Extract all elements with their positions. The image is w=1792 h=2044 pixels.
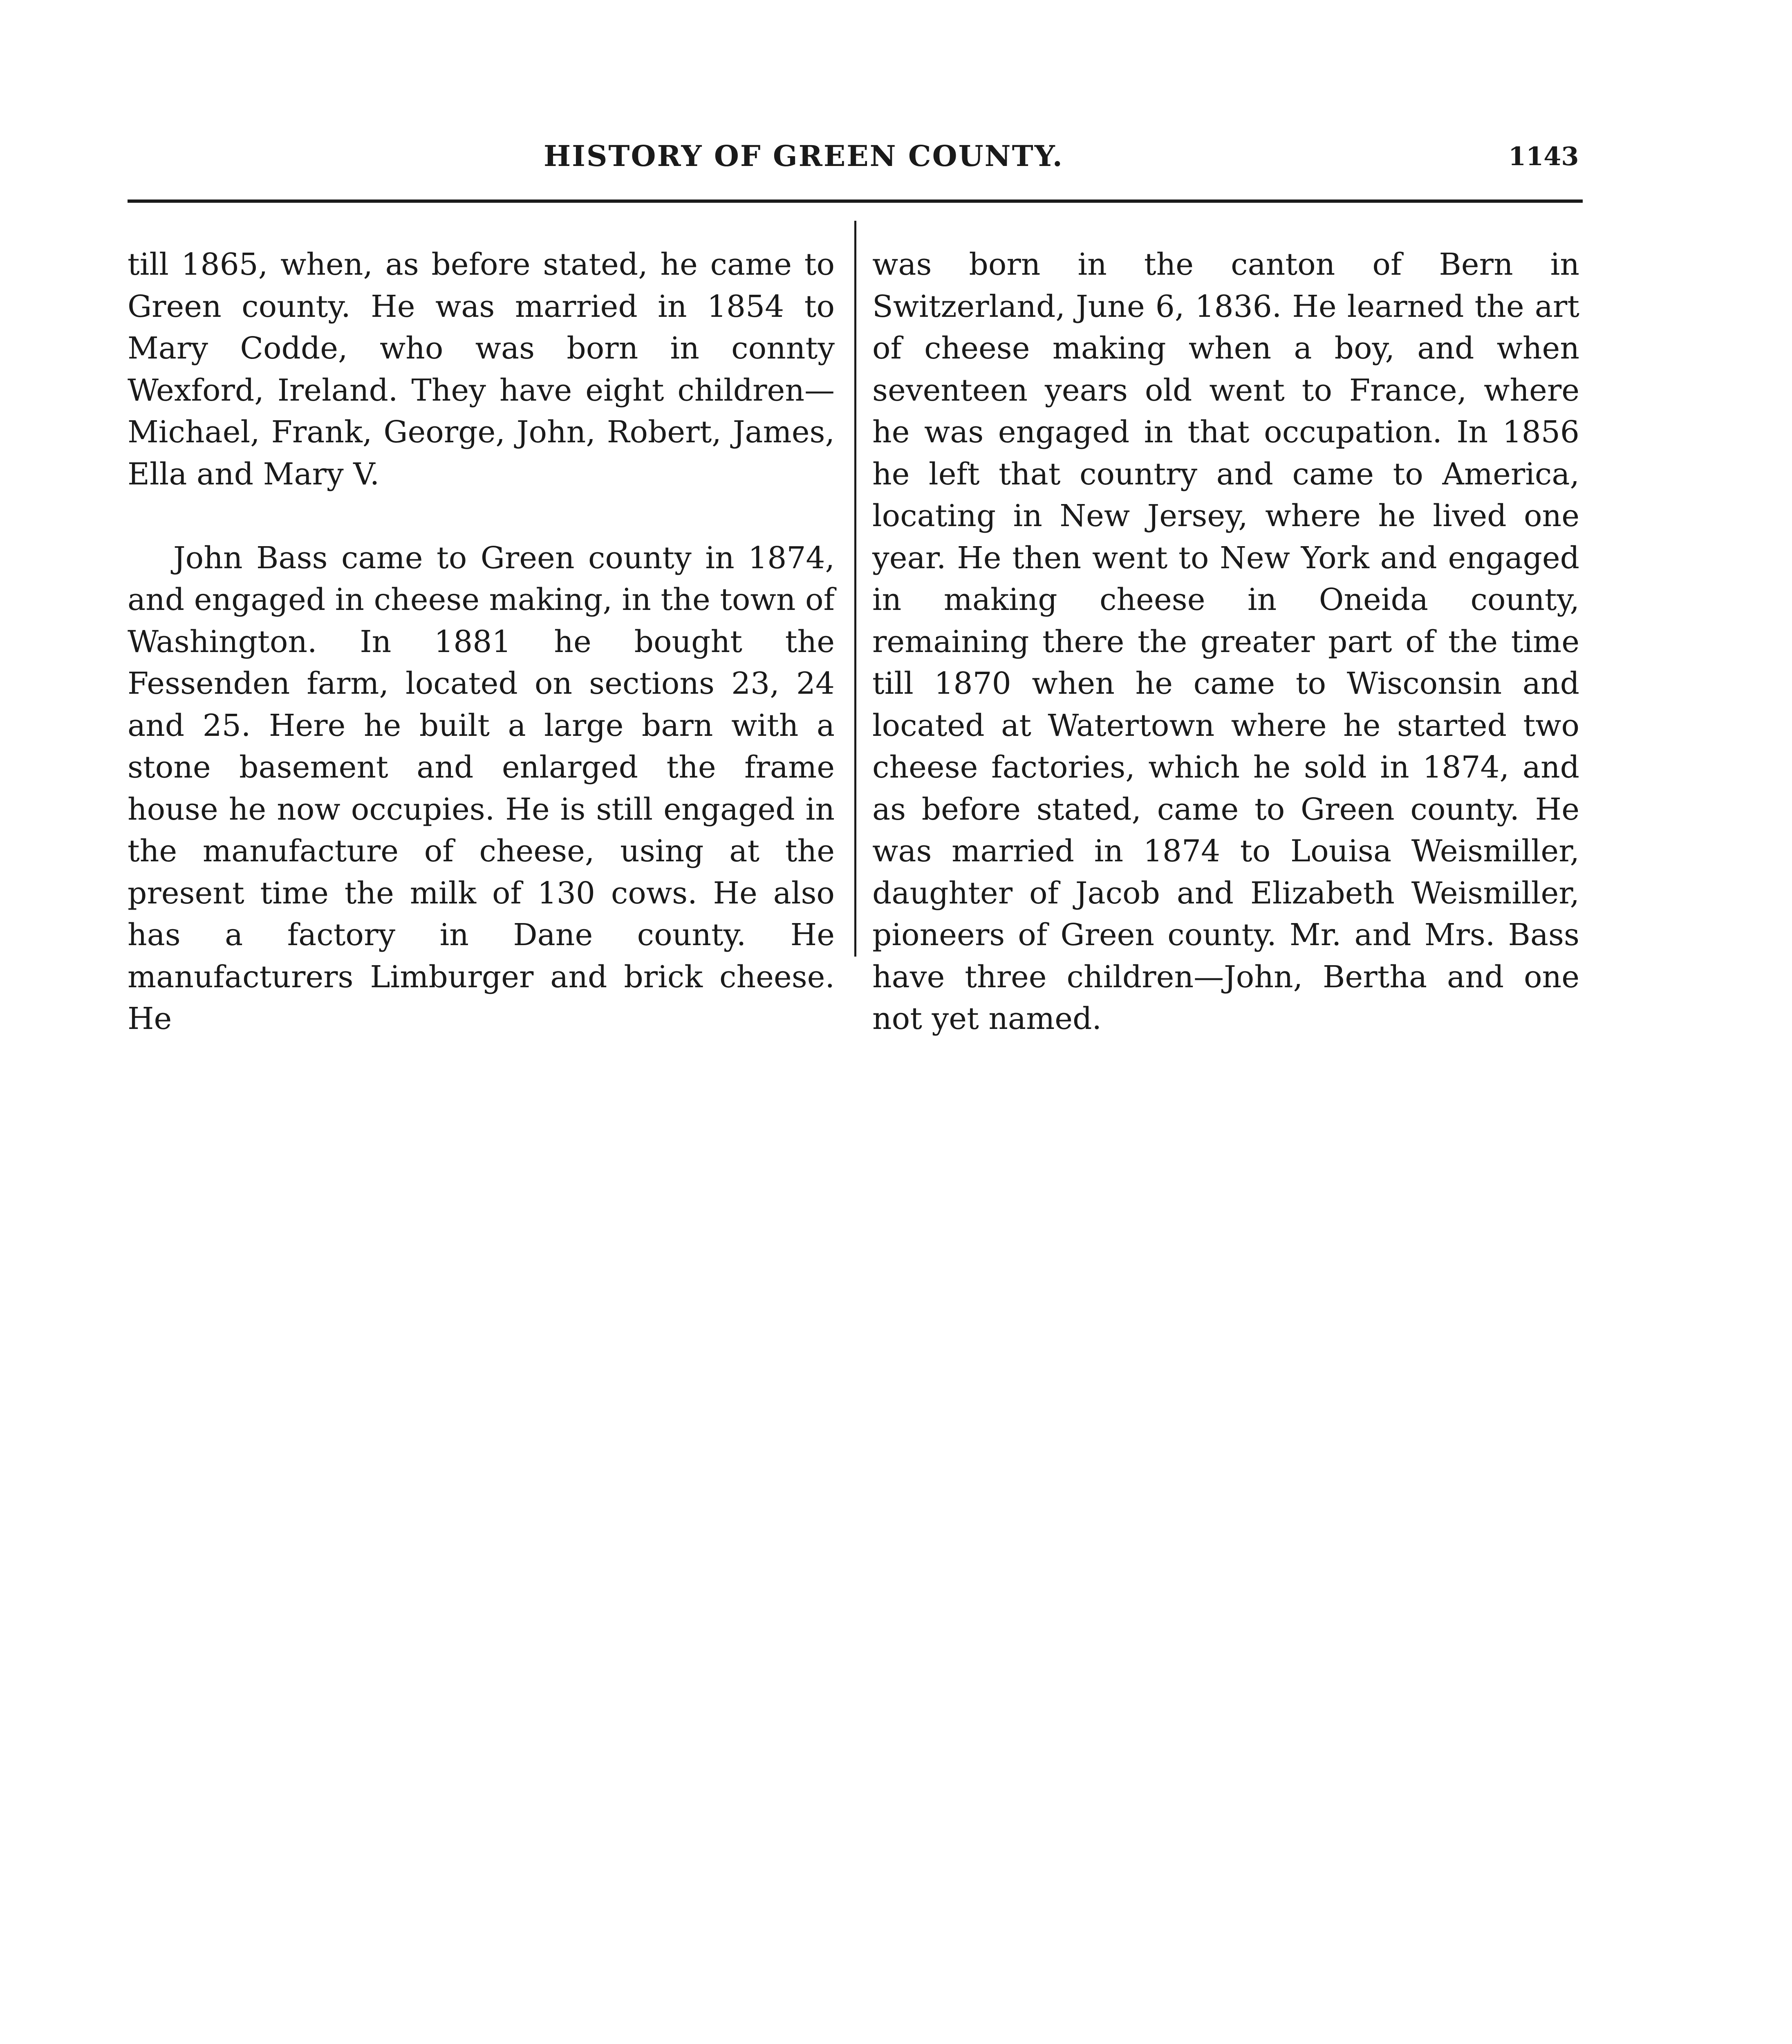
- header-rule: [128, 199, 1583, 203]
- page-title: HISTORY OF GREEN COUNTY.: [544, 139, 1064, 173]
- left-column: [128, 244, 835, 1040]
- column-divider: [854, 221, 856, 957]
- paragraph-continued: till 1865, when, as before stated, he came to Green county. He was married in 1854 to Mary Codde, who was born in connty Wexford, Ireland. They have eight children—Michael, Frank, George, John, Robert, James, Ella and Mary V.: [128, 247, 835, 492]
- paragraph-john-bass: John Bass came to Green county in 1874, and engaged in cheese making, in the town of Washington. In 1881 he bought the Fessenden farm, located on sections 23, 24 and 25. Here he built a large barn with a stone basement and enlarged the frame house he now occupies. He is still engaged in the manufacture of cheese, using at the present time the milk of 130 cows. He also has a factory in Dane county. He manufacturers Limburger and brick cheese. He: [128, 540, 835, 1036]
- right-column: [872, 244, 1579, 1040]
- paragraph-gap: [128, 495, 835, 537]
- paragraph-john-bass-continued: was born in the canton of Bern in Switzerland, June 6, 1836. He learned the art of cheese making when a boy, and when seventeen years old went to France, where he was engaged in that occupation. In 1856 he left that country and came to America, locating in New Jersey, where he lived one year. He then went to New York and engaged in making cheese in Oneida county, remaining there the greater part of the time till 1870 when he came to Wisconsin and located at Watertown where he started two cheese factories, which he sold in 1874, and as before stated, came to Green county. He was married in 1874 to Louisa Weismiller, daughter of Jacob and Elizabeth Weismiller, pioneers of Green county. Mr. and Mrs. Bass have three children—John, Bertha and one not yet named.: [872, 247, 1579, 1036]
- page-number: 1143: [1508, 141, 1579, 171]
